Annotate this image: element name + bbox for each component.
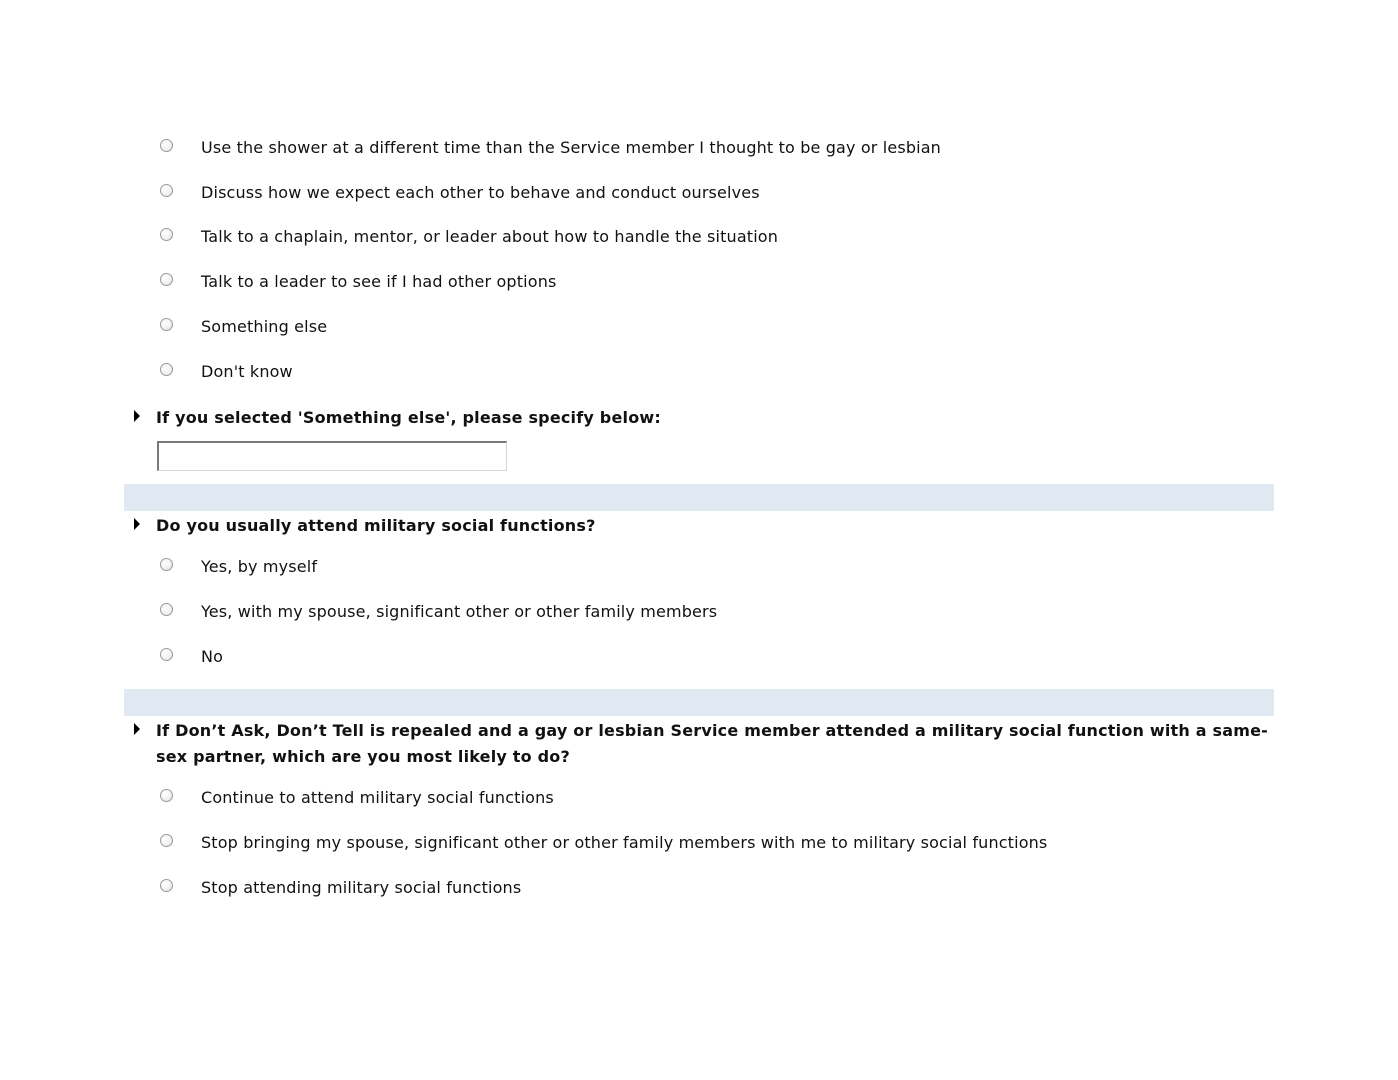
- option-label: Don't know: [201, 362, 293, 381]
- radio-button[interactable]: [160, 879, 173, 892]
- section-separator: [124, 689, 1274, 716]
- social-functions-question: [130, 513, 1270, 539]
- caret-right-icon: [134, 723, 140, 735]
- radio-button[interactable]: [160, 363, 173, 376]
- radio-button[interactable]: [160, 184, 173, 197]
- question-text: If Don’t Ask, Don’t Tell is repealed and a gay or lesbian Service member attended a military social function with a same-sex partner, which are you most likely to do?: [156, 721, 1269, 766]
- q1-option-something-else[interactable]: [160, 315, 328, 339]
- radio-button[interactable]: [160, 318, 173, 331]
- option-label: Yes, with my spouse, significant other or other family members: [201, 602, 718, 621]
- radio-button[interactable]: [160, 648, 173, 661]
- specify-input[interactable]: [157, 441, 507, 471]
- q1-option-talk-chaplain[interactable]: [160, 225, 779, 249]
- q1-option-shower-different-time[interactable]: [160, 136, 941, 160]
- radio-button[interactable]: [160, 139, 173, 152]
- option-label: Something else: [201, 317, 328, 336]
- radio-button[interactable]: [160, 273, 173, 286]
- radio-button[interactable]: [160, 558, 173, 571]
- caret-right-icon: [134, 518, 140, 530]
- repeal-social-question: [130, 718, 1270, 770]
- option-label: Yes, by myself: [201, 557, 318, 576]
- q2-option-no[interactable]: [160, 645, 224, 669]
- question-text: If you selected 'Something else', please specify below:: [156, 408, 661, 427]
- option-label: Talk to a chaplain, mentor, or leader about how to handle the situation: [201, 227, 779, 246]
- specify-question: [130, 405, 1270, 431]
- option-label: Use the shower at a different time than the Service member I thought to be gay or lesbian: [201, 138, 941, 157]
- option-label: Talk to a leader to see if I had other options: [201, 272, 557, 291]
- q3-option-stop-bringing-family[interactable]: [160, 831, 1048, 855]
- radio-button[interactable]: [160, 228, 173, 241]
- option-label: Stop attending military social functions: [201, 878, 522, 897]
- q1-option-dont-know[interactable]: [160, 360, 293, 384]
- option-label: Continue to attend military social functions: [201, 788, 554, 807]
- radio-button[interactable]: [160, 834, 173, 847]
- q2-option-yes-family[interactable]: [160, 600, 718, 624]
- option-label: Discuss how we expect each other to behave and conduct ourselves: [201, 183, 760, 202]
- question-text: Do you usually attend military social functions?: [156, 516, 596, 535]
- q2-option-yes-myself[interactable]: [160, 555, 318, 579]
- option-label: Stop bringing my spouse, significant other or other family members with me to military social functions: [201, 833, 1048, 852]
- caret-right-icon: [134, 410, 140, 422]
- section-separator: [124, 484, 1274, 511]
- radio-button[interactable]: [160, 789, 173, 802]
- option-label: No: [201, 647, 224, 666]
- q3-option-stop-attending[interactable]: [160, 876, 522, 900]
- q1-option-talk-leader[interactable]: [160, 270, 557, 294]
- radio-button[interactable]: [160, 603, 173, 616]
- q3-option-continue-attend[interactable]: [160, 786, 554, 810]
- q1-option-discuss-behavior[interactable]: [160, 181, 760, 205]
